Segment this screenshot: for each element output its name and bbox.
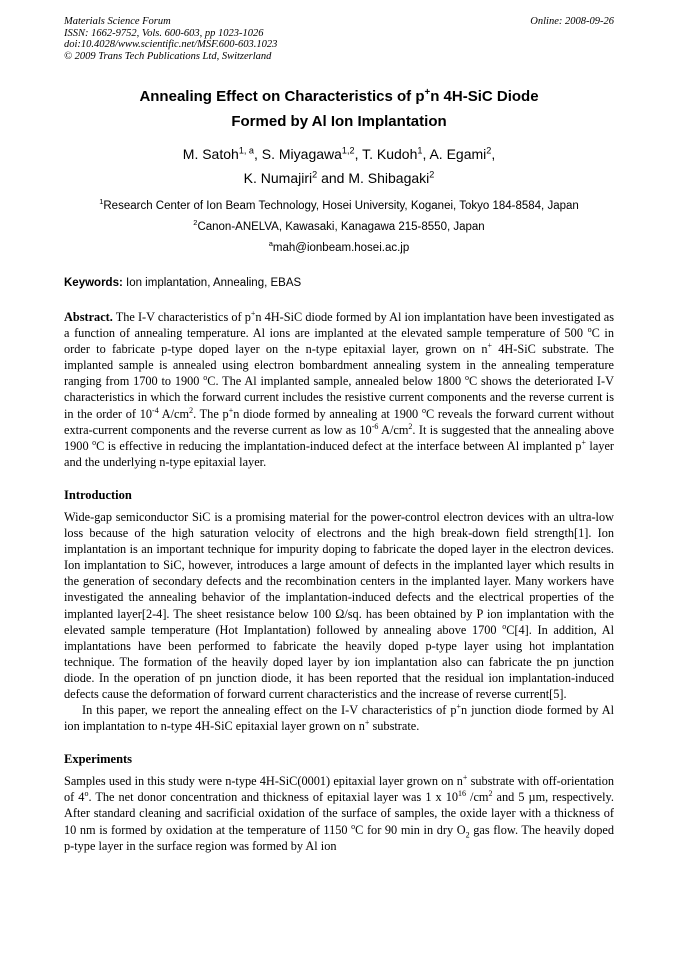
section-heading-introduction: Introduction bbox=[64, 487, 132, 502]
title-line-1: Annealing Effect on Characteristics of p+n 4H-SiC Diode bbox=[139, 87, 539, 105]
author: S. Miyagawa bbox=[261, 146, 342, 162]
author: K. Numajiri bbox=[243, 170, 313, 186]
paper-title bbox=[64, 84, 614, 134]
author: M. Satoh bbox=[182, 146, 239, 162]
online-date: Online: 2008-09-26 bbox=[530, 16, 614, 27]
introduction-paragraph-2: In this paper, we report the annealing effect on the I-V characteristics of p+n junction diode formed by Al ion implantation to n-type 4H-SiC epitaxial layer grown on n+ substrate. bbox=[64, 701, 614, 734]
author: T. Kudoh bbox=[362, 146, 418, 162]
author: M. Shibagaki bbox=[348, 170, 430, 186]
affiliation-1: $^1$Research Center of Ion Beam Technology, Hosei University, Koganei, Tokyo 184-8584, Japan bbox=[99, 197, 579, 212]
abstract-label: Abstract. bbox=[64, 310, 113, 324]
abstract: Abstract. The I-V characteristics of p+n 4H-SiC diode formed by Al ion implantation have been investigated as a function of annealing temperature. Al ions are implanted at the elevated sample temperature of 500 $^o$C in order to fabricate p-type doped layer on the n-type epitaxial layer, grown on n+ 4H-SiC substrate. The implanted sample is annealed using electron bombardment annealing system in the annealing temperature ranging from 1700 to 1900 $^o$C. The Al implanted sample, annealed below 1800 $^o$C shows the deteriorated I-V characteristics in which the forward current includes the resistive current components and the reverse current is in the order of $10^{-4}$ $A/cm^2$. The p+n diode formed by annealing at 1900 $^o$C reveals the forward current without extra-current components and the reverse current as low as $10^{-6}$ $A/cm^2$. It is suggested that the annealing above 1900 $^o$C is effective in reducing the implantation-induced defect at the interface between Al implanted p+ layer and the underlying n-type epitaxial layer. bbox=[64, 308, 615, 469]
journal-header bbox=[64, 16, 614, 62]
copyright-line: © 2009 Trans Tech Publications Ltd, Switzerland bbox=[64, 50, 272, 62]
affiliations bbox=[64, 196, 614, 259]
title-line-2: Formed by Al Ion Implantation bbox=[231, 113, 447, 130]
author-list bbox=[64, 142, 614, 190]
experiments-paragraph-1: Samples used in this study were n-type 4H-SiC(0001) epitaxial layer grown on n+ substrate with off-orientation of 4$^o$. The net donor concentration and thickness of epitaxial layer was 1 x $10^{16}$ $/cm^2$ and 5 µm, respectively. After standard cleaning and sacrificial oxidation of the surface of samples, the oxide layer with a thickness of 10 nm is formed by oxidation at the temperature of 1150 $^o$C for 90 min in dry $O_2$ gas flow. The heavily doped p-type layer in the surface region was formed by Al ion bbox=[64, 773, 614, 853]
author-line-1: M. Satoh$^{1, a}$, S. Miyagawa$^{1,2}$, T. Kudoh$^1$, A. Egami$^2$, bbox=[182, 145, 496, 162]
section-heading-experiments: Experiments bbox=[64, 752, 133, 767]
issn-line: ISSN: 1662-9752, Vols. 600-603, pp 1023-1026 bbox=[64, 27, 264, 39]
keywords: Keywords: Ion implantation, Annealing, EBAS bbox=[64, 277, 302, 289]
email-link[interactable]: mah@ionbeam.hosei.ac.jp bbox=[272, 242, 410, 254]
author-line-2: K. Numajiri$^2$ and M. Shibagaki$^2$ bbox=[243, 169, 435, 186]
journal-name: Materials Science Forum bbox=[64, 16, 171, 27]
doi-line[interactable]: doi:10.4028/www.scientific.net/MSF.600-603.1023 bbox=[64, 39, 278, 50]
author: A. Egami bbox=[429, 146, 487, 162]
affiliation-2: $^2$Canon-ANELVA, Kawasaki, Kanagawa 215-8550, Japan bbox=[193, 218, 485, 233]
introduction-paragraph-1: Wide-gap semiconductor SiC is a promising material for the power-control electron devices with an ultra-low loss because of the high saturation velocity of electrons and the high break-down field strength[1]. Ion implantation is an important technique for impurity doping to fabricate the doped layer in the electron devices. Ion implantation to SiC, however, introduces a large amount of defects in the implanted layer which results in the generation of secondary defects and the recombination centers in the implanted layer. Many workers have investigated the annealing behavior of the implantation-induced defects and the electrical properties of the implanted layer[2-4]. The sheet resistance below 100 Ω/sq. has been obtained by P ion implantation with the elevated sample temperature (Hot Implantation) followed by annealing above 1700 $^o$C[4]. In addition, Al implantations have been performed to fabricate the heavily doped p-type layer using hot implantation technique. The formation of the heavily doped layer by ion implantation also can fabricate the pn junction diode. In the operation of pn junction diode, it has been reported that the residual ion implantation-induced defects cause the deformation of forward current characteristics and the increase of reverse current[5]. bbox=[64, 509, 615, 701]
author-email: $^a$mah@ionbeam.hosei.ac.jp bbox=[268, 239, 410, 254]
